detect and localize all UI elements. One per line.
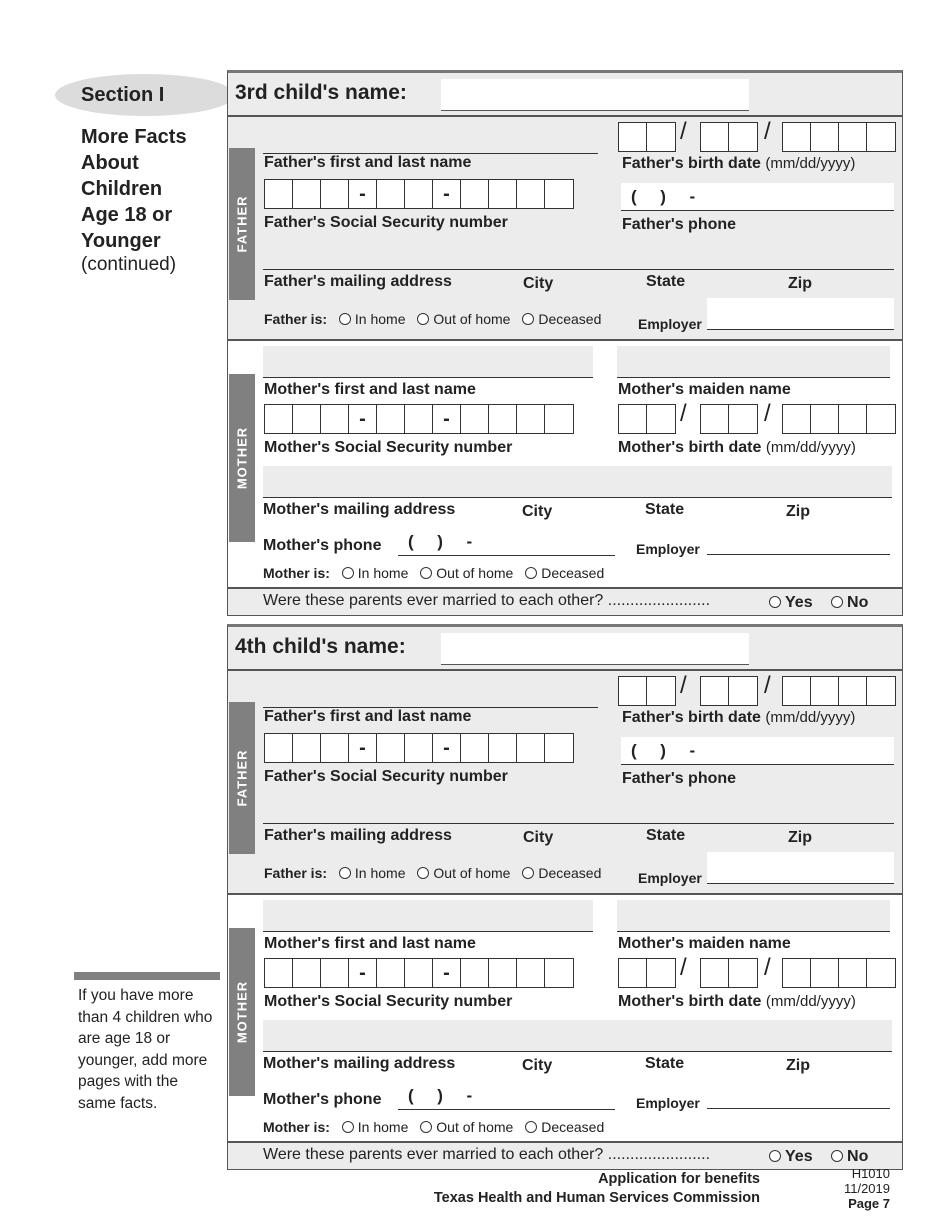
date-slash: /: [764, 672, 771, 699]
father-phone-input[interactable]: [621, 183, 894, 211]
father-address-label-text: Father's mailing address: [264, 827, 452, 844]
father-tab-text: FATHER: [234, 749, 250, 807]
digit-box[interactable]: [783, 677, 811, 705]
ssn-separator: -: [349, 734, 377, 762]
deceased-label: Deceased: [541, 565, 605, 581]
digit-box[interactable]: [489, 405, 517, 433]
mother-phone-input[interactable]: [398, 528, 615, 556]
employer-label: Employer: [638, 316, 702, 332]
deceased-label: Deceased: [538, 865, 602, 881]
mother-address-label: [263, 1055, 455, 1073]
month-boxes[interactable]: [618, 122, 676, 152]
mother-status: [263, 565, 604, 581]
state-label: [646, 273, 685, 291]
digit-box[interactable]: [377, 180, 405, 208]
section-title-line: Children: [81, 178, 163, 200]
zip-label: [786, 1057, 810, 1075]
father-name-label: [264, 154, 471, 172]
digit-box[interactable]: [405, 959, 433, 987]
digit-box[interactable]: [839, 123, 867, 151]
mother-maiden-label-text: Mother's maiden name: [618, 381, 791, 398]
mother-employer-input[interactable]: [707, 1079, 890, 1109]
digit-box[interactable]: [545, 734, 573, 762]
digit-box[interactable]: [729, 405, 757, 433]
deceased-label: Deceased: [538, 311, 602, 327]
father-ssn-label-text: Father's Social Security number: [264, 768, 508, 785]
day-boxes[interactable]: [700, 676, 758, 706]
father-address-input[interactable]: [263, 240, 894, 270]
digit-box[interactable]: [783, 405, 811, 433]
city-label-text: City: [523, 829, 554, 846]
state-label-text: State: [646, 827, 686, 844]
mother-phone-label: [263, 1091, 381, 1109]
employer-label: Employer: [638, 870, 702, 886]
father-employer-input[interactable]: [707, 852, 894, 884]
section-continued: (continued): [81, 254, 177, 275]
state-label: [646, 827, 685, 845]
married-question: Were these parents ever married to each other? .......................: [263, 1146, 711, 1163]
radio-in-home[interactable]: [342, 567, 354, 579]
section-title-line: About: [81, 152, 139, 174]
mother-maiden-input[interactable]: [617, 900, 890, 932]
digit-box[interactable]: [545, 405, 573, 433]
phone-mask: ( ) -: [631, 741, 696, 760]
city-label: [522, 1057, 552, 1075]
digit-box[interactable]: [729, 123, 757, 151]
employer-label: Employer: [636, 541, 700, 557]
mother-address-label-text: Mother's mailing address: [263, 501, 456, 518]
father-address-label: [264, 273, 452, 291]
yes-label: Yes: [785, 1148, 813, 1165]
month-boxes[interactable]: [618, 676, 676, 706]
digit-box[interactable]: [647, 677, 675, 705]
yes-label: Yes: [785, 594, 813, 611]
radio-married-yes[interactable]: [769, 596, 781, 608]
married-options: [761, 594, 868, 612]
digit-box[interactable]: [265, 959, 293, 987]
month-boxes[interactable]: [618, 958, 676, 988]
ssn-separator: -: [433, 959, 461, 987]
digit-box[interactable]: [811, 677, 839, 705]
date-slash: /: [764, 954, 771, 981]
in-home-label: In home: [357, 565, 409, 581]
father-name-label-text: Father's first and last name: [264, 708, 472, 725]
ssn-separator: -: [349, 405, 377, 433]
ssn-separator: -: [349, 959, 377, 987]
digit-box[interactable]: [377, 734, 405, 762]
in-home-label: In home: [354, 865, 406, 881]
zip-label: [788, 275, 812, 293]
radio-deceased[interactable]: [525, 567, 537, 579]
city-label: [523, 275, 553, 293]
out-of-home-label: Out of home: [433, 865, 511, 881]
mother-ssn-label-text: Mother's Social Security number: [264, 993, 513, 1010]
out-of-home-label: Out of home: [436, 1119, 514, 1135]
father-is-label: Father is:: [264, 311, 328, 327]
father-is-label: Father is:: [264, 865, 328, 881]
mother-status: [263, 1119, 604, 1135]
digit-box[interactable]: [321, 405, 349, 433]
father-phone-label-text: Father's phone: [622, 216, 737, 233]
digit-box[interactable]: [647, 405, 675, 433]
mother-maiden-label: [618, 935, 791, 953]
digit-box[interactable]: [545, 959, 573, 987]
digit-box[interactable]: [783, 959, 811, 987]
note-text: If you have more than 4 children who are age 18 or younger, add more pages with the same facts.: [78, 987, 213, 1112]
date-format-hint: (mm/dd/yyyy): [765, 155, 856, 172]
digit-box[interactable]: [701, 959, 729, 987]
digit-box[interactable]: [811, 959, 839, 987]
radio-in-home[interactable]: [339, 867, 351, 879]
ssn-separator: -: [349, 180, 377, 208]
digit-box[interactable]: [619, 405, 647, 433]
mother-address-label-text: Mother's mailing address: [263, 1055, 456, 1072]
city-label-text: City: [522, 503, 553, 520]
mother-name-label-text: Mother's first and last name: [264, 381, 476, 398]
radio-deceased[interactable]: [522, 313, 534, 325]
state-label: [645, 501, 684, 519]
mother-tab-text: MOTHER: [234, 426, 250, 490]
child-heading: 3rd child's name:: [235, 81, 407, 104]
digit-box[interactable]: [867, 123, 895, 151]
father-employer-input[interactable]: [707, 298, 894, 330]
digit-box[interactable]: [321, 180, 349, 208]
father-birth-label: [622, 709, 855, 727]
married-options: [761, 1148, 868, 1166]
phone-mask: ( ) -: [408, 1086, 473, 1105]
digit-box[interactable]: [729, 959, 757, 987]
digit-box[interactable]: [839, 677, 867, 705]
mother-ssn-label: [264, 439, 512, 457]
digit-box[interactable]: [405, 180, 433, 208]
radio-out-of-home[interactable]: [420, 1121, 432, 1133]
child-name-input[interactable]: [441, 79, 749, 111]
digit-box[interactable]: [867, 677, 895, 705]
month-boxes[interactable]: [618, 404, 676, 434]
married-row: [227, 1142, 903, 1170]
state-label-text: State: [645, 501, 685, 518]
mother-is-label: Mother is:: [263, 565, 330, 581]
digit-box[interactable]: [265, 180, 293, 208]
father-name-input[interactable]: [263, 676, 598, 708]
father-status: [264, 311, 601, 327]
digit-box[interactable]: [517, 405, 545, 433]
digit-box[interactable]: [461, 180, 489, 208]
phone-mask: ( ) -: [408, 532, 473, 551]
father-address-label: [264, 827, 452, 845]
father-birth-label-text: Father's birth date: [622, 155, 761, 172]
year-boxes[interactable]: [782, 404, 896, 434]
out-of-home-label: Out of home: [436, 565, 514, 581]
zip-label-text: Zip: [788, 275, 812, 292]
date-slash: /: [680, 954, 687, 981]
section-title-line: More Facts: [81, 126, 187, 148]
footer-title: Application for benefits: [598, 1171, 760, 1187]
father-name-label: [264, 708, 471, 726]
digit-box[interactable]: [647, 959, 675, 987]
radio-in-home[interactable]: [339, 313, 351, 325]
digit-box[interactable]: [461, 959, 489, 987]
digit-box[interactable]: [811, 123, 839, 151]
father-tab: [229, 148, 255, 300]
state-label-text: State: [645, 1055, 685, 1072]
digit-box[interactable]: [619, 959, 647, 987]
radio-married-no[interactable]: [831, 596, 843, 608]
digit-box[interactable]: [405, 405, 433, 433]
father-ssn-label-text: Father's Social Security number: [264, 214, 508, 231]
father-phone-input[interactable]: [621, 737, 894, 765]
married-row: [227, 588, 903, 616]
mother-birth-label: [618, 439, 856, 457]
city-label: [522, 503, 552, 521]
father-address-label-text: Father's mailing address: [264, 273, 452, 290]
no-label: No: [847, 1148, 869, 1165]
digit-box[interactable]: [293, 959, 321, 987]
section-title-line: Younger: [81, 230, 161, 252]
mother-address-label: [263, 501, 455, 519]
day-boxes[interactable]: [700, 958, 758, 988]
in-home-label: In home: [354, 311, 406, 327]
mother-birth-label: [618, 993, 856, 1011]
mother-phone-label: [263, 537, 381, 555]
date-format-hint: (mm/dd/yyyy): [765, 709, 856, 726]
radio-out-of-home[interactable]: [417, 313, 429, 325]
digit-box[interactable]: [701, 123, 729, 151]
day-boxes[interactable]: [700, 122, 758, 152]
digit-box[interactable]: [377, 405, 405, 433]
date-format-hint: (mm/dd/yyyy): [765, 439, 856, 456]
mother-maiden-label-text: Mother's maiden name: [618, 935, 791, 952]
digit-box[interactable]: [619, 677, 647, 705]
digit-box[interactable]: [783, 123, 811, 151]
digit-box[interactable]: [405, 734, 433, 762]
mother-is-label: Mother is:: [263, 1119, 330, 1135]
digit-box[interactable]: [647, 123, 675, 151]
year-boxes[interactable]: [782, 676, 896, 706]
digit-box[interactable]: [489, 180, 517, 208]
phone-mask: ( ) -: [631, 187, 696, 206]
father-name-input[interactable]: [263, 122, 598, 154]
mother-address-input[interactable]: [263, 1020, 892, 1052]
mother-tab-text: MOTHER: [234, 980, 250, 1044]
digit-box[interactable]: [293, 734, 321, 762]
city-label: [523, 829, 553, 847]
city-label-text: City: [522, 1057, 553, 1074]
digit-box[interactable]: [619, 123, 647, 151]
mother-address-input[interactable]: [263, 466, 892, 498]
digit-box[interactable]: [321, 959, 349, 987]
ssn-separator: -: [433, 405, 461, 433]
no-label: No: [847, 594, 869, 611]
employer-label: Employer: [636, 1095, 700, 1111]
mother-birth-label-text: Mother's birth date: [618, 993, 762, 1010]
footer-form-date: 11/2019: [843, 1181, 890, 1196]
mother-name-label: [264, 381, 476, 399]
city-label-text: City: [523, 275, 554, 292]
date-slash: /: [680, 400, 687, 427]
digit-box[interactable]: [701, 677, 729, 705]
radio-out-of-home[interactable]: [417, 867, 429, 879]
radio-in-home[interactable]: [342, 1121, 354, 1133]
digit-box[interactable]: [839, 959, 867, 987]
mother-phone-label-text: Mother's phone: [263, 537, 382, 554]
radio-married-no[interactable]: [831, 1150, 843, 1162]
father-ssn-boxes[interactable]: [264, 733, 574, 763]
section-title: [81, 124, 187, 254]
footer-form-id: H1010: [851, 1166, 890, 1181]
date-format-hint: (mm/dd/yyyy): [765, 993, 856, 1010]
digit-box[interactable]: [293, 405, 321, 433]
mother-name-input[interactable]: [263, 346, 593, 378]
digit-box[interactable]: [489, 734, 517, 762]
digit-box[interactable]: [461, 734, 489, 762]
note-rule: [74, 972, 220, 980]
father-name-label-text: Father's first and last name: [264, 154, 472, 171]
digit-box[interactable]: [517, 180, 545, 208]
father-status: [264, 865, 601, 881]
zip-label-text: Zip: [786, 503, 810, 520]
year-boxes[interactable]: [782, 122, 896, 152]
digit-box[interactable]: [839, 405, 867, 433]
state-label: [645, 1055, 684, 1073]
mother-name-label-text: Mother's first and last name: [264, 935, 476, 952]
zip-label-text: Zip: [786, 1057, 810, 1074]
father-address-input[interactable]: [263, 794, 894, 824]
deceased-label: Deceased: [541, 1119, 605, 1135]
child-header: [227, 70, 903, 116]
child-name-input[interactable]: [441, 633, 749, 665]
married-question: Were these parents ever married to each other? .......................: [263, 592, 711, 609]
footer-agency: Texas Health and Human Services Commission: [433, 1190, 760, 1206]
digit-box[interactable]: [461, 405, 489, 433]
child-heading: 4th child's name:: [235, 635, 406, 658]
radio-deceased[interactable]: [522, 867, 534, 879]
mother-birth-label-text: Mother's birth date: [618, 439, 762, 456]
digit-box[interactable]: [265, 734, 293, 762]
digit-box[interactable]: [867, 405, 895, 433]
digit-box[interactable]: [489, 959, 517, 987]
mother-ssn-boxes[interactable]: [264, 958, 574, 988]
digit-box[interactable]: [517, 734, 545, 762]
father-phone-label: [622, 216, 736, 234]
digit-box[interactable]: [701, 405, 729, 433]
mother-tab: [229, 374, 255, 542]
date-slash: /: [680, 118, 687, 145]
digit-box[interactable]: [811, 405, 839, 433]
radio-out-of-home[interactable]: [420, 567, 432, 579]
father-tab: [229, 702, 255, 854]
zip-label: [788, 829, 812, 847]
digit-box[interactable]: [265, 405, 293, 433]
zip-label-text: Zip: [788, 829, 812, 846]
digit-box[interactable]: [293, 180, 321, 208]
digit-box[interactable]: [867, 959, 895, 987]
digit-box[interactable]: [729, 677, 757, 705]
mother-employer-input[interactable]: [707, 525, 890, 555]
mother-ssn-label: [264, 993, 512, 1011]
father-birth-label-text: Father's birth date: [622, 709, 761, 726]
father-ssn-label: [264, 768, 508, 786]
ssn-separator: -: [433, 180, 461, 208]
section-title-line: Age 18 or: [81, 204, 173, 226]
footer-page: Page 7: [848, 1196, 890, 1211]
in-home-label: In home: [357, 1119, 409, 1135]
mother-ssn-label-text: Mother's Social Security number: [264, 439, 513, 456]
father-birth-label: [622, 155, 855, 173]
father-phone-label-text: Father's phone: [622, 770, 737, 787]
mother-ssn-boxes[interactable]: [264, 404, 574, 434]
digit-box[interactable]: [377, 959, 405, 987]
radio-deceased[interactable]: [525, 1121, 537, 1133]
zip-label: [786, 503, 810, 521]
mother-maiden-input[interactable]: [617, 346, 890, 378]
mother-name-label: [264, 935, 476, 953]
digit-box[interactable]: [517, 959, 545, 987]
ssn-separator: -: [433, 734, 461, 762]
digit-box[interactable]: [321, 734, 349, 762]
date-slash: /: [764, 400, 771, 427]
mother-phone-input[interactable]: [398, 1082, 615, 1110]
mother-tab: [229, 928, 255, 1096]
mother-maiden-label: [618, 381, 791, 399]
section-label: Section I: [81, 84, 165, 106]
day-boxes[interactable]: [700, 404, 758, 434]
father-ssn-boxes[interactable]: [264, 179, 574, 209]
state-label-text: State: [646, 273, 686, 290]
date-slash: /: [764, 118, 771, 145]
year-boxes[interactable]: [782, 958, 896, 988]
father-tab-text: FATHER: [234, 195, 250, 253]
radio-married-yes[interactable]: [769, 1150, 781, 1162]
date-slash: /: [680, 672, 687, 699]
child-header: [227, 624, 903, 670]
father-phone-label: [622, 770, 736, 788]
mother-phone-label-text: Mother's phone: [263, 1091, 382, 1108]
out-of-home-label: Out of home: [433, 311, 511, 327]
father-ssn-label: [264, 214, 508, 232]
digit-box[interactable]: [545, 180, 573, 208]
mother-name-input[interactable]: [263, 900, 593, 932]
